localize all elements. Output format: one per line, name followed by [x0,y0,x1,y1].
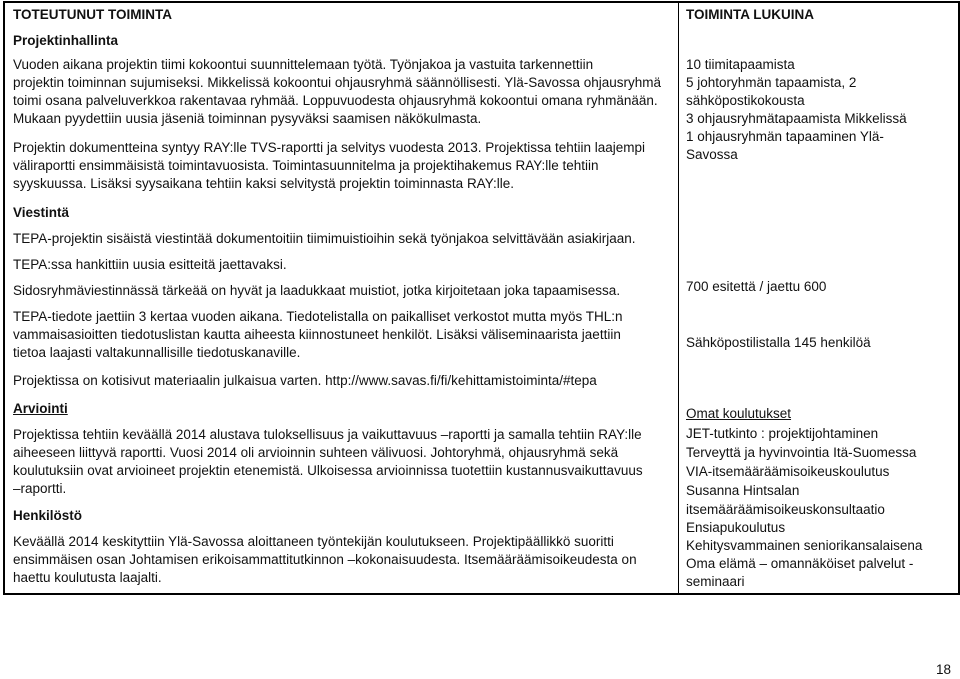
text-line: Vuoden aikana projektin tiimi kokoontui suunnittelemaan työtä. Työnjakoa ja vastuita tarkennettiin [13,57,594,72]
training-item: Susanna Hintsalan [686,483,800,498]
text-line: koulutuksiin ovat arvioineet projektin etenemistä. Ulkoisessa arvioinnissa tuotettiin kustannusvaikuttavuus [13,463,643,478]
heading-project-management: Projektinhallinta [13,33,119,48]
trainings-heading: Omat koulutukset [686,406,792,421]
text-line: syyskuussa. Lisäksi syysaikana tehtiin kaksi selvitystä projektin toiminnasta RAY:lle. [13,176,514,191]
figure-line: Savossa [686,147,738,162]
column-header-realized: TOTEUTUNUT TOIMINTA [13,7,172,22]
activity-table [3,1,960,595]
text-line: Projektin dokumentteina syntyy RAY:lle TVS-raportti ja selvitys vuodesta 2013. Projektissa tehtiin laajempi [13,140,646,155]
figure-line: 10 tiimitapaamista [686,57,795,72]
text-line: tietoa laajasti valtakunnallisille tiedotuskanaville. [13,345,301,360]
text-line: TEPA-tiedote jaettiin 3 kertaa vuoden aikana. Tiedotelistalla on paikalliset verkostot mutta myös THL:n [13,309,623,324]
text-line: TEPA:ssa hankittiin uusia esitteitä jaettavaksi. [13,257,287,272]
text-line: väliraportti ensimmäisistä toimintavuosista. Toimintasuunnitelma ja projektihakemus RAY:lle tehtiin [13,158,599,173]
column-divider [678,3,679,593]
text-line: –raportti. [13,481,67,496]
figure-line: sähköpostikokousta [686,93,805,108]
text-line: Sidosryhmäviestinnässä tärkeää on hyvät ja laadukkaat muistiot, jotka kirjoitetaan joka tapaamisessa. [13,283,621,298]
heading-communication: Viestintä [13,205,70,220]
text-line: haettu koulutusta laajalti. [13,570,162,585]
training-item: itsemääräämisoikeuskonsultaatio [686,502,885,517]
text-line: projektin toiminnan sujumiseksi. Mikkelissä kokoontui ohjausryhmä säännöllisesti. Ylä-Savossa ohjausryhmä [13,75,662,90]
heading-personnel: Henkilöstö [13,508,83,523]
training-item: seminaari [686,574,745,589]
homepage-link-line: Projektissa on kotisivut materiaalin julkaisua varten. http://www.savas.fi/fi/kehittamistoiminta/#tepa [13,373,597,388]
text-line: ensimmäisen osan Johtamisen erikoisammattitutkinnon –kokonaisuudesta. Itsemääräämisoikeudesta on [13,552,637,567]
training-item: Kehitysvammainen seniorikansalaisena [686,538,923,553]
training-item: Ensiapukoulutus [686,520,786,535]
text-line: toimi osana palveluverkkoa rakentavaa ryhmää. Loppuvuodesta ohjausryhmä kokoontui omana ryhmänään. [13,93,658,108]
text-line: Projektissa tehtiin keväällä 2014 alustava tuloksellisuus ja vaikuttavuus –raportti ja samalla tehtiin RAY:lle [13,427,642,442]
brochures-figure: 700 esitettä / jaettu 600 [686,279,827,294]
training-item: Terveyttä ja hyvinvointia Itä-Suomessa [686,445,917,460]
text-line: TEPA-projektin sisäistä viestintää dokumentoitiin tiimimuistioihin sekä työnjakoa selvittävään asiakirjaan. [13,231,636,246]
figure-line: 3 ohjausryhmätapaamista Mikkelissä [686,111,907,126]
text-line: vammaisasioitten tiedotuslistan kautta aiheesta kiinnostuneet henkilöt. Lisäksi väliseminaarista jaettiin [13,327,621,342]
training-item: JET-tutkinto : projektijohtaminen [686,426,879,441]
text-line: aiheeseen liittyvä raportti. Vuosi 2014 oli arvioinnin suhteen välivuosi. Johtoryhmä, ohjausryhmä sekä [13,445,619,460]
email-list-figure: Sähköpostilistalla 145 henkilöä [686,335,871,350]
figure-line: 1 ohjausryhmän tapaaminen Ylä- [686,129,884,144]
column-header-figures: TOIMINTA LUKUINA [686,7,814,22]
page-number: 18 [935,662,951,677]
heading-evaluation: Arviointi [13,401,68,416]
figure-line: 5 johtoryhmän tapaamista, 2 [686,75,857,90]
training-item: Oma elämä – omannäköiset palvelut - [686,556,914,571]
training-item: VIA-itsemääräämisoikeuskoulutus [686,464,890,479]
text-line: Keväällä 2014 keskityttiin Ylä-Savossa aloittaneen työntekijän koulutukseen. Projektipäällikkö suoritti [13,534,614,549]
text-line: Mukaan pyydettiin uusia jäseniä toiminnan pysyväksi saamisen näkökulmasta. [13,111,482,126]
